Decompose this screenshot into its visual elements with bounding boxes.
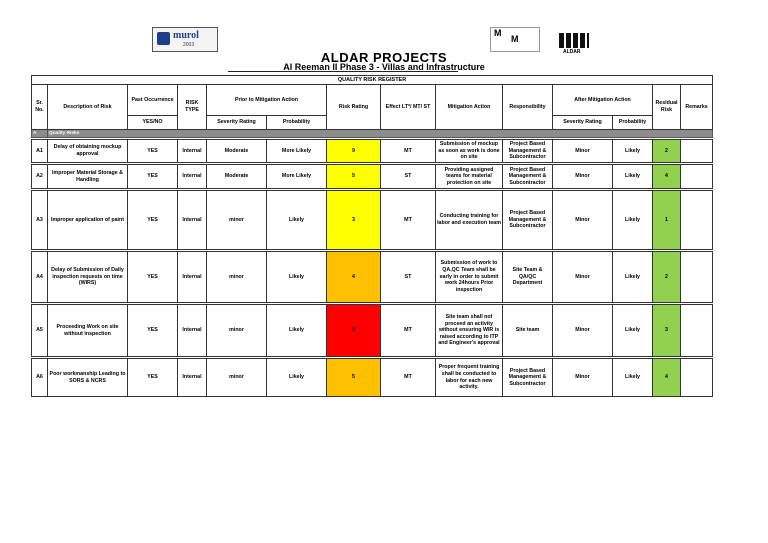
risk-severity-after: Minor: [553, 252, 613, 303]
col-mitigation-action: Mitigation Action: [436, 85, 503, 130]
risk-rating: 3: [327, 191, 381, 250]
risk-effect: MT: [381, 305, 436, 357]
risk-probability: Likely: [267, 359, 327, 397]
risk-remarks: [681, 191, 713, 250]
murol-logo-name: murol: [173, 30, 199, 41]
risk-description: Improper application of paint: [48, 191, 128, 250]
mm-logo-letter-2: M: [511, 34, 519, 44]
section-label: Quality Risks: [48, 130, 713, 138]
aldar-logo-icon: [559, 33, 589, 48]
risk-probability-after: Likely: [613, 305, 653, 357]
risk-mitigation-action: Site team shall not proceed an activity without ensuring WIR is raised according to ITP and Engineer's approval: [436, 305, 503, 357]
col-probability: Probability: [267, 116, 327, 130]
project-title: ALDAR PROJECTS: [320, 50, 448, 65]
mm-logo: [490, 27, 540, 52]
risk-severity: Moderate: [207, 140, 267, 163]
risk-residual: 2: [653, 140, 681, 163]
risk-past-occurrence: YES: [128, 191, 178, 250]
risk-residual: 1: [653, 191, 681, 250]
risk-effect: MT: [381, 359, 436, 397]
risk-description: Proceeding Work on site without inspection: [48, 305, 128, 357]
risk-residual: 2: [653, 252, 681, 303]
risk-type: Internal: [178, 140, 207, 163]
risk-mitigation-action: Proper frequent training shall be conducted to labor for each new activity.: [436, 359, 503, 397]
risk-effect: ST: [381, 252, 436, 303]
risk-probability: More Likely: [267, 140, 327, 163]
risk-responsibility: Project Based Management & Subcontractor: [503, 359, 553, 397]
risk-severity-after: Minor: [553, 359, 613, 397]
col-severity-rating: Severity Rating: [207, 116, 267, 130]
risk-responsibility: Site team: [503, 305, 553, 357]
risk-rating: 9: [327, 305, 381, 357]
col-residual-risk: Residual Risk: [653, 85, 681, 130]
risk-past-occurrence: YES: [128, 140, 178, 163]
col-severity-rating-after: Severity Rating: [553, 116, 613, 130]
risk-effect: ST: [381, 165, 436, 189]
risk-severity: Moderate: [207, 165, 267, 189]
risk-responsibility: Project Based Management & Subcontractor: [503, 165, 553, 189]
risk-sr-no: A1: [32, 140, 48, 163]
col-past-occurrence: Past Occurrence: [128, 85, 178, 116]
col-effect: Effect LT*/ MT/ ST: [381, 85, 436, 130]
risk-past-occurrence: YES: [128, 165, 178, 189]
risk-description: Delay of Submission of Daily inspection requests on time (WIRS): [48, 252, 128, 303]
murol-logo-year: 2003: [183, 42, 195, 48]
risk-sr-no: A3: [32, 191, 48, 250]
risk-past-occurrence: YES: [128, 359, 178, 397]
risk-probability: Likely: [267, 305, 327, 357]
risk-type: Internal: [178, 359, 207, 397]
mm-logo-letter-1: M: [494, 28, 502, 38]
risk-responsibility: Project Based Management & Subcontractor: [503, 140, 553, 163]
risk-description: Improper Material Storage & Handling: [48, 165, 128, 189]
risk-description: Poor workmanship Leading to SORS & NCRS: [48, 359, 128, 397]
risk-remarks: [681, 140, 713, 163]
risk-type: Internal: [178, 305, 207, 357]
risk-past-occurrence: YES: [128, 252, 178, 303]
risk-row: [32, 140, 713, 163]
risk-sr-no: A2: [32, 165, 48, 189]
risk-severity: minor: [207, 252, 267, 303]
col-yes-no: YES/NO: [128, 116, 178, 130]
project-subtitle: Al Reeman II Phase 3 - Villas and Infrastructure: [283, 62, 485, 72]
risk-residual: 4: [653, 359, 681, 397]
risk-probability-after: Likely: [613, 359, 653, 397]
risk-past-occurrence: YES: [128, 305, 178, 357]
risk-row: [32, 165, 713, 189]
col-responsibility: Responsibility: [503, 85, 553, 130]
risk-rating: 9: [327, 140, 381, 163]
risk-row: [32, 252, 713, 303]
risk-sr-no: A6: [32, 359, 48, 397]
risk-responsibility: Project Based Management & Subcontractor: [503, 191, 553, 250]
risk-row: [32, 191, 713, 250]
risk-row: [32, 359, 713, 397]
risk-probability-after: Likely: [613, 252, 653, 303]
risk-remarks: [681, 359, 713, 397]
risk-probability: More Likely: [267, 165, 327, 189]
risk-residual: 4: [653, 165, 681, 189]
murol-logo-icon: [157, 32, 170, 45]
risk-residual: 3: [653, 305, 681, 357]
risk-type: Internal: [178, 165, 207, 189]
risk-row: [32, 305, 713, 357]
risk-type: Internal: [178, 191, 207, 250]
risk-severity-after: Minor: [553, 191, 613, 250]
col-probability-after: Probability: [613, 116, 653, 130]
risk-rating: 5: [327, 165, 381, 189]
risk-sr-no: A4: [32, 252, 48, 303]
risk-severity-after: Minor: [553, 165, 613, 189]
risk-remarks: [681, 305, 713, 357]
risk-effect: MT: [381, 140, 436, 163]
col-risk-type: RISK TYPE: [178, 85, 207, 130]
risk-severity: minor: [207, 305, 267, 357]
risk-probability-after: Likely: [613, 191, 653, 250]
quality-risk-register-table: [31, 75, 713, 397]
risk-probability-after: Likely: [613, 140, 653, 163]
risk-rating: 4: [327, 252, 381, 303]
col-sr-no: Sr. No.: [32, 85, 48, 130]
risk-rating: 5: [327, 359, 381, 397]
risk-effect: MT: [381, 191, 436, 250]
col-description: Description of Risk: [48, 85, 128, 130]
risk-type: Internal: [178, 252, 207, 303]
risk-severity: minor: [207, 191, 267, 250]
risk-mitigation-action: Submission of work to QA,QC Team shall be early in order to submit work 24hours Prior inspection: [436, 252, 503, 303]
risk-responsibility: Site Team & QA/QC Department: [503, 252, 553, 303]
section-number: A: [32, 130, 48, 138]
col-prior-mitigation-group: Prior to Mitigation Action: [207, 85, 327, 116]
murol-logo: [152, 27, 218, 52]
risk-mitigation-action: Providing assigned teams for material protection on site: [436, 165, 503, 189]
col-remarks: Remarks: [681, 85, 713, 130]
col-after-mitigation-group: After Mitigation Action: [553, 85, 653, 116]
risk-probability: Likely: [267, 191, 327, 250]
risk-description: Delay of obtaining mockup approval: [48, 140, 128, 163]
risk-severity-after: Minor: [553, 305, 613, 357]
risk-probability: Likely: [267, 252, 327, 303]
title-underline: [228, 71, 458, 72]
section-row: [32, 130, 713, 138]
risk-severity: minor: [207, 359, 267, 397]
risk-mitigation-action: Submission of mockup as soon as work is done on site: [436, 140, 503, 163]
risk-severity-after: Minor: [553, 140, 613, 163]
risk-remarks: [681, 252, 713, 303]
col-risk-rating: Risk Rating: [327, 85, 381, 130]
risk-sr-no: A5: [32, 305, 48, 357]
aldar-logo-name: ALDAR: [563, 49, 581, 55]
register-title: QUALITY RISK REGISTER: [32, 76, 713, 85]
risk-mitigation-action: Conducting training for labor and execution team: [436, 191, 503, 250]
risk-remarks: [681, 165, 713, 189]
risk-probability-after: Likely: [613, 165, 653, 189]
